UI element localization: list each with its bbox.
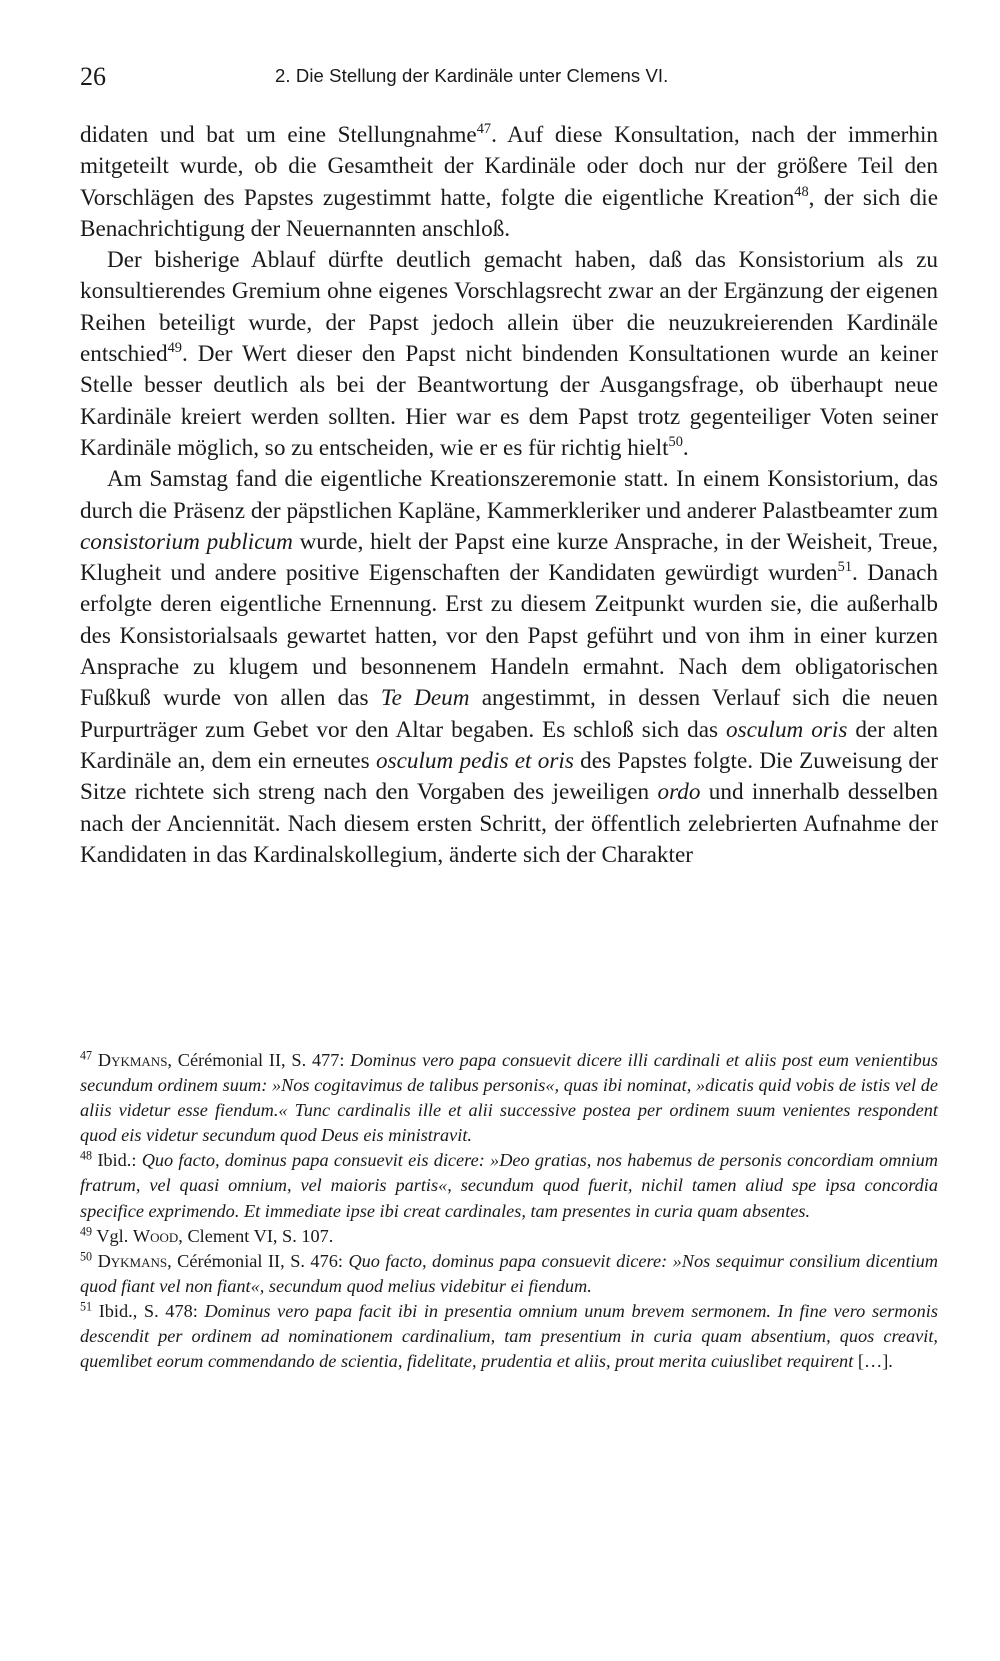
author-name: Wood	[132, 1225, 179, 1246]
latin-term: consistorium publicum	[80, 528, 293, 555]
text-run: und innerhalb desselben nach der Anciennität. Nach diesem ersten Schritt, der öffentlich zelebrierten Aufnahme der Kandidaten in das Kardinalskollegium, änderte sich der Charakter	[80, 779, 938, 868]
paragraph-2	[80, 245, 938, 464]
author-name: Dykmans	[97, 1250, 168, 1271]
quotation: Dominus vero papa consuevit dicere illi cardinali et aliis post eum venientibus secundum ordinem suum: »Nos cogitavimus de talibus personis«, quas ibi nominat, »dicatis quid vobis de istis vel de aliis videtur esse fiendum.« Tunc cardinalis ille et alii successive postea per ordinem suum venientes respondent quod eis videtur secundum quod Deus eis ministravit.	[80, 1050, 939, 1146]
text-run: angestimmt, in dessen Verlauf sich die neuen Purpurträger zum Gebet vor den Altar begaben. Es schloß sich das	[80, 685, 938, 743]
page-number: 26	[80, 62, 106, 91]
text-run: . Der Wert dieser den Papst nicht bindenden Konsultationen wurde an keiner Stelle besser deutlich als bei der Beantwortung der Ausgangsfrage, ob überhaupt neue Kardinäle kreiert werden sollten. Hier war es dem Papst trotz gegenteiliger Voten seiner Kardinäle möglich, so zu entscheiden, wie er es für richtig hielt	[80, 341, 938, 461]
footnote-ref-51: 51	[837, 559, 853, 576]
text-run: . Danach erfolgte deren eigentliche Ernennung. Erst zu diesem Zeitpunkt wurden sie, die außerhalb des Konsistorialsaals gewartet hatten, vor den Papst geführt und von ihm in einer kurzen Ansprache zu klugem und besonnenem Handeln ermahnt. Nach dem obligatorischen Fußkuß wurde von allen das	[80, 560, 939, 712]
footnote-ref-49: 49	[167, 340, 182, 357]
latin-term: Te Deum	[380, 685, 470, 712]
text-run: , der sich die Benachrichtigung der Neuernannten anschloß.	[80, 184, 938, 242]
citation: Vgl.	[96, 1225, 133, 1246]
paragraph-1	[80, 120, 938, 245]
paragraph-3	[80, 464, 938, 871]
quotation: Quo facto, dominus papa consuevit eis dicere: »Deo gratias, nos habemus de personis concordiam omnium fratrum, vel quasi omnium, vel maioris partis«, secundum quod fuerit, nichil tamen aliud spe ipsa concordia specifice exprimendo. Et immediate ipse ibi creat cardinales, tam presentes in curia quam absentes.	[80, 1150, 938, 1221]
footnote-50	[80, 1249, 938, 1299]
quotation: Quo facto, dominus papa consuevit dicere: »Nos sequimur consilium dicentium quod fiant vel non fiant«, secundum quod melius videbitur ei fiendum.	[80, 1250, 938, 1296]
text-run: Am Samstag fand die eigentliche Kreationszeremonie statt. In einem Konsistorium, das durch die Präsenz der päpstlichen Kapläne, Kammerkleriker und anderer Palastbeamter zum	[80, 466, 938, 524]
citation: , Clement VI, S. 107.	[178, 1225, 334, 1246]
footnote-ref-50: 50	[668, 434, 683, 451]
footnote-47	[80, 1048, 938, 1148]
footnote-number: 50	[80, 1249, 93, 1264]
footnote-number: 51	[80, 1299, 93, 1314]
author-name: Dykmans	[97, 1050, 168, 1070]
running-head: 2. Die Stellung der Kardinäle unter Clemens VI.	[275, 65, 669, 86]
citation: Ibid.:	[97, 1150, 142, 1171]
text-run: wurde, hielt der Papst eine kurze Ansprache, in der Weisheit, Treue, Klugheit und andere positive Eigenschaften der Kandidaten gewürdigt wurden	[80, 528, 938, 587]
footnote-51	[80, 1299, 938, 1374]
footnote-49	[80, 1224, 938, 1249]
latin-term: osculum oris	[726, 716, 848, 743]
text-run: didaten und bat um eine Stellungnahme	[80, 122, 477, 148]
footnote-48	[80, 1148, 938, 1223]
text-run: des Papstes folgte. Die Zuweisung der Sitze richtete sich streng nach den Vorgaben des jeweiligen	[80, 747, 938, 806]
main-text	[80, 120, 938, 871]
citation: , Cérémonial II, S. 477:	[167, 1050, 351, 1070]
footnote-ref-47: 47	[476, 121, 492, 138]
latin-term: osculum pedis et oris	[375, 747, 574, 774]
text-run: Der bisherige Ablauf dürfte deutlich gemacht haben, daß das Konsistorium als zu konsultierendes Gremium ohne eigenes Vorschlagsrecht zwar an der Ergänzung der eigenen Reihen beteiligt wurde, der Papst jedoch allein über die neuzukreierenden Kardinäle entschied	[80, 247, 938, 368]
latin-term: ordo	[657, 779, 701, 806]
text-run: .	[682, 434, 689, 461]
quotation: Dominus vero papa facit ibi in presentia omnium unum brevem sermonem. In fine vero sermonis descendit per ordinem ad nominationem cardinalium, tam presentium in curia quam absentium, quos creavit, quemlibet eorum commendando de scientia, fidelitate, prudentia et aliis, prout merita cuiuslibet requirent	[80, 1300, 938, 1372]
footnote-ref-48: 48	[794, 183, 809, 200]
citation: […].	[853, 1351, 893, 1372]
citation: , Cérémonial II, S. 476:	[167, 1250, 349, 1271]
text-run: . Auf diese Konsultation, nach der immerhin mitgeteilt wurde, ob die Gesamtheit der Kardinäle oder doch nur der größere Teil den Vorschlägen des Papstes zugestimmt hatte, folgte die eigentliche Kreation	[80, 122, 938, 211]
footnote-number: 48	[80, 1148, 93, 1163]
citation: Ibid., S. 478:	[98, 1300, 205, 1321]
footnote-number: 49	[80, 1224, 93, 1239]
text-run: der alten Kardinäle an, dem ein erneutes	[80, 716, 938, 774]
footnote-number: 47	[80, 1048, 93, 1063]
footnotes	[80, 1048, 938, 1374]
